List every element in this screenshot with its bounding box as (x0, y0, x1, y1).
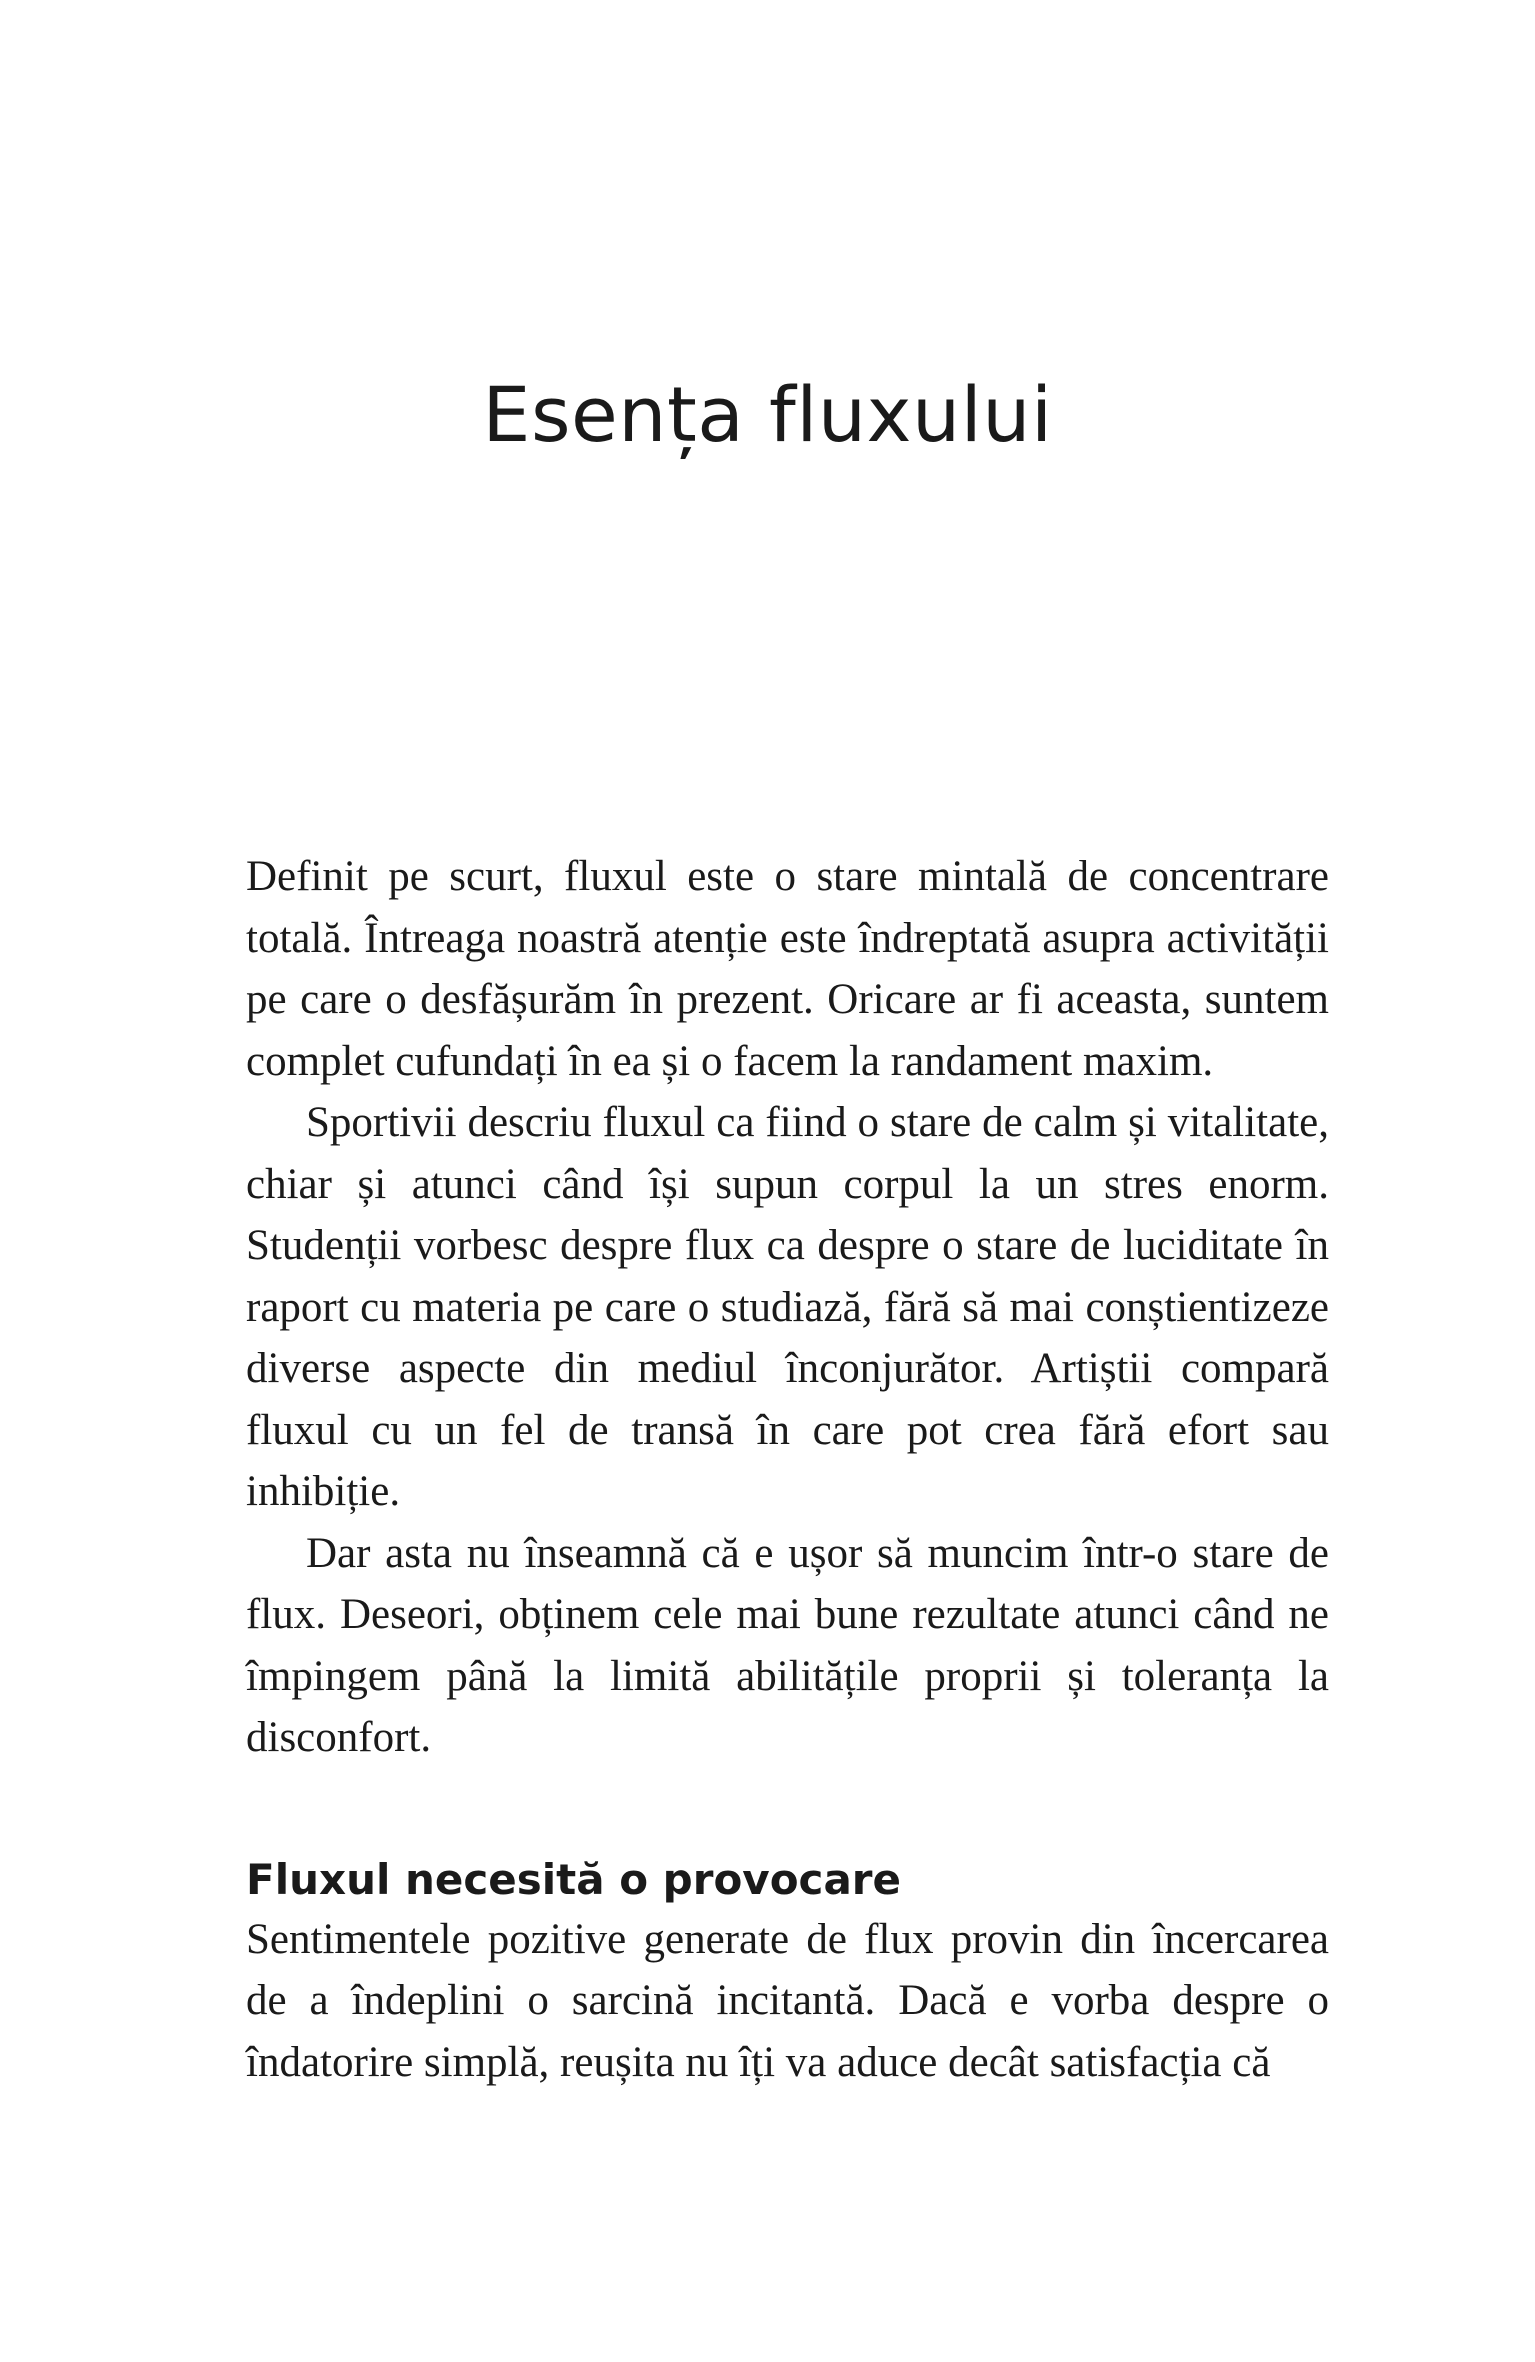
paragraph-effort: Dar asta nu înseamnă că e ușor să muncim într-o stare de flux. Deseori, obținem cele mai bune rezultate atunci când ne împingem până la limită abilitățile proprii și toleranța la disconfort. (246, 1529, 1329, 1761)
section-heading: Fluxul necesită o provocare (246, 1854, 901, 1904)
paragraph-challenge: Sentimentele pozitive generate de flux provin din încercarea de a îndeplini o sarcină incitantă. Dacă e vorba despre o îndatorire simplă, reușita nu îți va aduce decât satisfacția că (246, 1915, 1329, 2086)
body-text (246, 846, 1329, 2093)
paragraph-intro: Definit pe scurt, fluxul este o stare mintală de concentrare totală. Întreaga noastră atenție este îndreptată asupra activității pe care o desfășurăm în prezent. Oricare ar fi aceasta, suntem complet cufundați în ea și o facem la randament maxim. (246, 853, 1329, 1085)
chapter-title: Esența fluxului (482, 370, 1053, 459)
paragraph-athletes: Sportivii descriu fluxul ca fiind o stare de calm și vitalitate, chiar și atunci când își supun corpul la un stres enorm. Studenții vorbesc despre flux ca despre o stare de luciditate în raport cu materia pe care o studiază, fără să mai conștientizeze diverse aspecte din mediul înconjurător. Artiștii compară fluxul cu un fel de transă în care pot crea fără efort sau inhibiție. (246, 1099, 1329, 1515)
